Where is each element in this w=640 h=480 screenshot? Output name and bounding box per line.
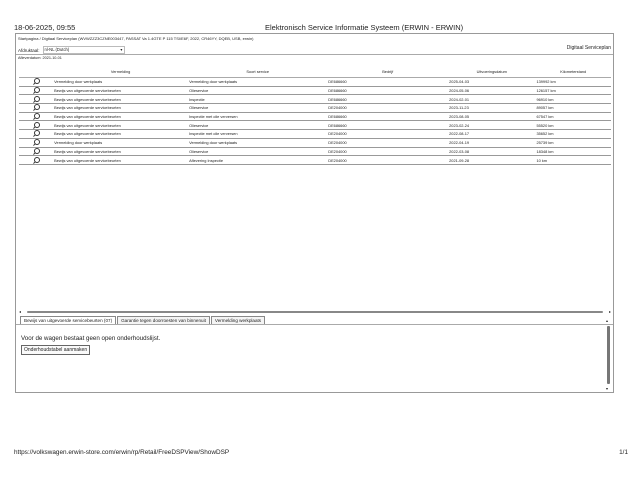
row-action-cell xyxy=(19,78,53,87)
table-row[interactable] xyxy=(19,95,611,104)
column-header-bedrijf[interactable]: Bedrijf xyxy=(327,66,448,78)
table-row[interactable] xyxy=(19,112,611,121)
cell-soort-service: Aflevering Inspectie xyxy=(188,156,327,165)
breadcrumb[interactable]: Startpagina / Digitaal Serviceplan (WVWZZZ3CZNE003447, PASSAT Va 1.4GTE P 115 TSI/E6F, 2022, CR46YY, DQEB, USB, erwin) xyxy=(18,36,254,41)
row-action-cell xyxy=(19,156,53,165)
language-row xyxy=(18,46,125,54)
language-selected-value: nl-NL (Dutch) xyxy=(44,47,70,52)
footer-page-number: 1/1 xyxy=(619,449,628,456)
column-header-soort-service[interactable]: Soort service xyxy=(188,66,327,78)
table-row[interactable] xyxy=(19,147,611,156)
column-header-uitvoeringsdatum[interactable]: Uitvoeringsdatum xyxy=(448,66,535,78)
row-action-cell xyxy=(19,121,53,130)
digital-service-plan-label: Digitaal Serviceplan xyxy=(566,45,611,51)
cell-kilometerstand: 89057 km xyxy=(535,104,611,113)
cell-uitvoeringsdatum: 2023-08-05 xyxy=(448,112,535,121)
divider xyxy=(16,54,613,55)
table-row[interactable] xyxy=(19,130,611,139)
cell-uitvoeringsdatum: 2022-08-17 xyxy=(448,130,535,139)
magnifier-icon[interactable] xyxy=(34,113,40,119)
language-select[interactable] xyxy=(43,46,125,54)
cell-soort-service: Inspectie met olie verversen xyxy=(188,130,327,139)
row-action-cell xyxy=(19,130,53,139)
cell-vermelding: Bewijs van uitgevoerde servicebeurten xyxy=(53,147,188,156)
scroll-right-icon[interactable]: ▸ xyxy=(608,309,611,314)
language-label: Afdruktaal: xyxy=(18,47,40,53)
magnifier-icon[interactable] xyxy=(34,157,40,163)
footer-url: https://volkswagen.erwin-store.com/erwin/rp/Retail/FreeDSPView/ShowDSP xyxy=(14,449,230,456)
magnifier-icon[interactable] xyxy=(34,78,40,84)
cell-kilometerstand: 25739 km xyxy=(535,138,611,147)
cell-uitvoeringsdatum: 2024-05-06 xyxy=(448,86,535,95)
scroll-up-icon[interactable]: ▴ xyxy=(606,318,609,323)
window-title: Elektronisch Service Informatie Systeem (ERWIN - ERWIN) xyxy=(265,23,464,32)
magnifier-icon[interactable] xyxy=(34,122,40,128)
delivery-date: Afleverdatum: 2021-10-01 xyxy=(18,56,62,60)
cell-soort-service: Olieservice xyxy=(188,147,327,156)
cell-vermelding: Bewijs van uitgevoerde servicebeurten xyxy=(53,156,188,165)
horizontal-scrollbar[interactable] xyxy=(19,310,611,314)
table-row[interactable] xyxy=(19,138,611,147)
cell-vermelding: Bewijs van uitgevoerde servicebeurten xyxy=(53,104,188,113)
service-plan-panel xyxy=(15,33,614,393)
cell-bedrijf: DE686660 xyxy=(327,112,448,121)
cell-bedrijf: DE686660 xyxy=(327,121,448,130)
vertical-scrollbar[interactable] xyxy=(606,318,610,391)
column-header-vermelding[interactable]: Vermelding xyxy=(53,66,188,78)
scroll-down-icon[interactable]: ▾ xyxy=(606,386,609,391)
cell-soort-service: Olieservice xyxy=(188,86,327,95)
scroll-left-icon[interactable]: ◂ xyxy=(19,309,22,314)
row-action-cell xyxy=(19,95,53,104)
table-row[interactable] xyxy=(19,104,611,113)
cell-uitvoeringsdatum: 2022-03-08 xyxy=(448,147,535,156)
cell-uitvoeringsdatum: 2023-11-23 xyxy=(448,104,535,113)
cell-bedrijf: DE686660 xyxy=(327,86,448,95)
tab-divider xyxy=(16,324,613,325)
tab-service-proof[interactable]: Bewijs van uitgevoerde servicebeurten (07) xyxy=(20,316,116,324)
cell-vermelding: Vermelding door werkplaats xyxy=(53,138,188,147)
cell-kilometerstand: 18348 km xyxy=(535,147,611,156)
row-action-cell xyxy=(19,138,53,147)
cell-bedrijf: DE686660 xyxy=(327,78,448,87)
service-history-table xyxy=(19,66,611,165)
row-action-cell xyxy=(19,86,53,95)
cell-bedrijf: DE204000 xyxy=(327,156,448,165)
cell-bedrijf: DE204000 xyxy=(327,147,448,156)
table-row[interactable] xyxy=(19,78,611,87)
cell-kilometerstand: 35652 km xyxy=(535,130,611,139)
tab-corrosion-warranty[interactable]: Garantie tegen doorroesten van binnenuit xyxy=(117,316,210,324)
cell-kilometerstand: 96910 km xyxy=(535,95,611,104)
cell-uitvoeringsdatum: 2023-02-24 xyxy=(448,121,535,130)
table-header-row xyxy=(19,66,611,78)
cell-vermelding: Bewijs van uitgevoerde servicebeurten xyxy=(53,121,188,130)
vertical-scroll-thumb[interactable] xyxy=(607,326,610,384)
magnifier-icon[interactable] xyxy=(34,130,40,136)
magnifier-icon[interactable] xyxy=(34,87,40,93)
table-row[interactable] xyxy=(19,86,611,95)
cell-bedrijf: DE204000 xyxy=(327,130,448,139)
header-datetime: 18-06-2025, 09:55 xyxy=(14,23,76,32)
chevron-down-icon: ▾ xyxy=(120,47,123,52)
tab-workshop-notes[interactable]: Vermelding werkplaats xyxy=(211,316,265,324)
row-action-cell xyxy=(19,112,53,121)
cell-bedrijf: DE204000 xyxy=(327,138,448,147)
cell-kilometerstand: 139992 km xyxy=(535,78,611,87)
cell-bedrijf: DE686660 xyxy=(327,95,448,104)
create-maintenance-table-button[interactable]: Onderhoudstabel aanmaken xyxy=(21,345,90,355)
cell-kilometerstand: 55520 km xyxy=(535,121,611,130)
cell-vermelding: Bewijs van uitgevoerde servicebeurten xyxy=(53,86,188,95)
cell-vermelding: Bewijs van uitgevoerde servicebeurten xyxy=(53,95,188,104)
no-open-maintenance-message: Voor de wagen bestaat geen open onderhoudslijst. xyxy=(21,335,161,342)
cell-vermelding: Vermelding door werkplaats xyxy=(53,78,188,87)
cell-kilometerstand: 10 km xyxy=(535,156,611,165)
column-header-kilometerstand[interactable]: Kilometerstand xyxy=(535,66,611,78)
cell-vermelding: Bewijs van uitgevoerde servicebeurten xyxy=(53,130,188,139)
table-row[interactable] xyxy=(19,121,611,130)
cell-uitvoeringsdatum: 2022-04-19 xyxy=(448,138,535,147)
cell-soort-service: Olieservice xyxy=(188,104,327,113)
magnifier-icon[interactable] xyxy=(34,104,40,110)
cell-vermelding: Bewijs van uitgevoerde servicebeurten xyxy=(53,112,188,121)
cell-kilometerstand: 126157 km xyxy=(535,86,611,95)
row-action-cell xyxy=(19,104,53,113)
cell-bedrijf: DE204000 xyxy=(327,104,448,113)
magnifier-icon[interactable] xyxy=(34,96,40,102)
cell-uitvoeringsdatum: 2025-04-03 xyxy=(448,78,535,87)
table-row[interactable] xyxy=(19,156,611,165)
row-action-cell xyxy=(19,147,53,156)
column-header-action xyxy=(19,66,53,78)
cell-soort-service: Olieservice xyxy=(188,121,327,130)
cell-soort-service: Vermelding door werkplaats xyxy=(188,138,327,147)
horizontal-scroll-thumb[interactable] xyxy=(27,311,603,313)
cell-kilometerstand: 67547 km xyxy=(535,112,611,121)
cell-uitvoeringsdatum: 2021-09-28 xyxy=(448,156,535,165)
tab-bar xyxy=(20,316,266,324)
magnifier-icon[interactable] xyxy=(34,148,40,154)
cell-uitvoeringsdatum: 2024-02-01 xyxy=(448,95,535,104)
magnifier-icon[interactable] xyxy=(34,139,40,145)
cell-soort-service: Inspectie met olie verversen xyxy=(188,112,327,121)
cell-soort-service: Vermelding door werkplaats xyxy=(188,78,327,87)
cell-soort-service: Inspectie xyxy=(188,95,327,104)
